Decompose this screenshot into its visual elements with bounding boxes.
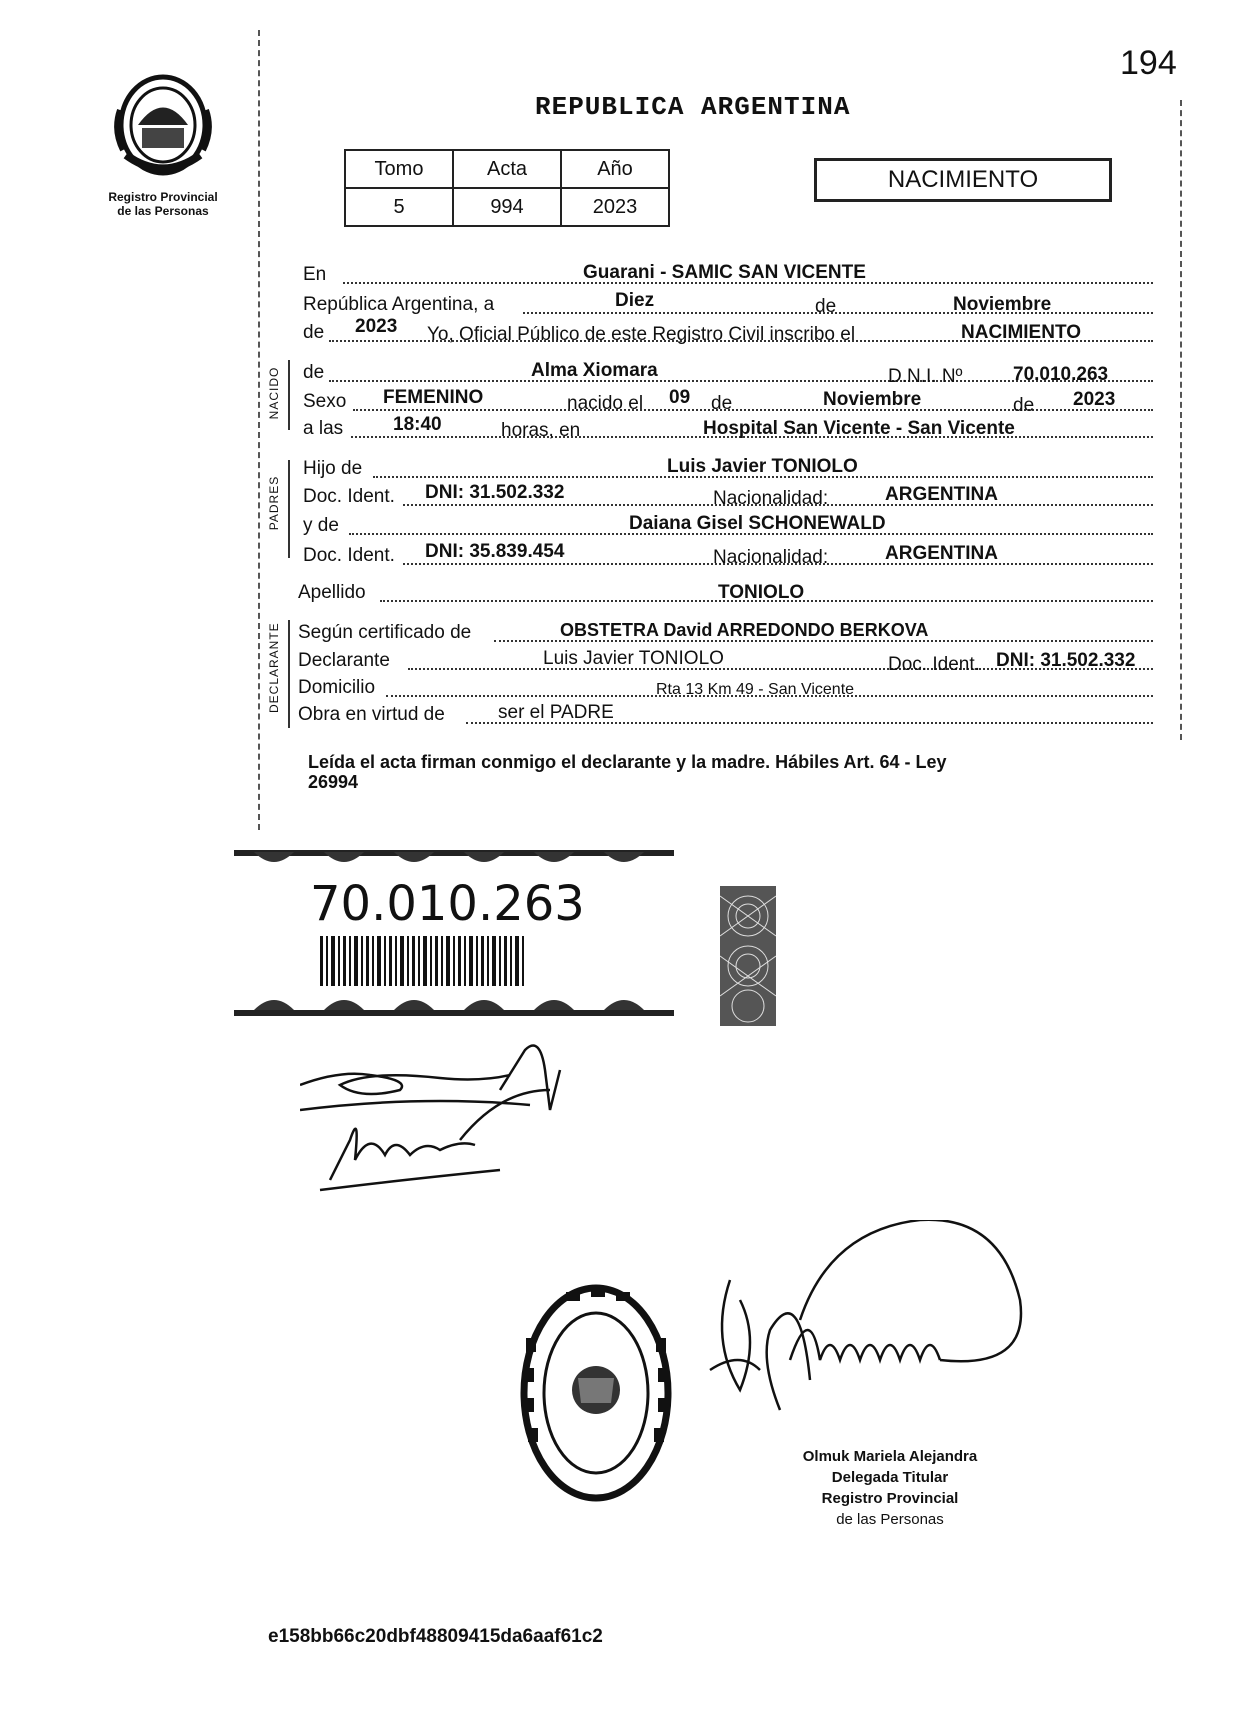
barcode-icon	[320, 936, 550, 986]
value-nombre: Alma Xiomara	[531, 360, 658, 381]
official-office: Registro Provincial	[821, 1490, 959, 1507]
label-y-de: y de	[303, 515, 339, 536]
page-number: 194	[1120, 44, 1177, 82]
value-declarante: Luis Javier TONIOLO	[543, 648, 724, 669]
official-block	[760, 1446, 1020, 1530]
value-padre-nac: ARGENTINA	[885, 484, 998, 505]
label-de2: de	[1013, 395, 1035, 416]
registry-table	[344, 149, 670, 227]
official-name: Olmuk Mariela Alejandra	[802, 1448, 978, 1465]
label-dni: D.N.I. Nº	[888, 366, 963, 387]
value-apellido: TONIOLO	[718, 582, 805, 603]
row-nombre	[303, 360, 1153, 387]
label-de1: de	[711, 393, 733, 414]
label-declarante: Declarante	[298, 650, 390, 671]
value-hora: 18:40	[393, 414, 442, 435]
row-fecha	[303, 290, 1153, 317]
label-domicilio: Domicilio	[298, 677, 376, 698]
logo-caption-line1: Registro Provincial	[108, 190, 218, 204]
value-dni: 70.010.263	[1013, 364, 1109, 385]
stamp-ring-text	[542, 1488, 650, 1489]
table-header-anio: Año	[561, 150, 669, 188]
table-value-anio: 2023	[561, 188, 669, 226]
label-doc-ident2: Doc. Ident.	[303, 545, 395, 566]
row-hora	[303, 414, 1153, 441]
closing-line1: Leída el acta firman conmigo el declarante y la madre. Hábiles Art. 64 - Ley	[308, 752, 947, 772]
sticker-border-top	[234, 846, 674, 876]
row-en	[303, 264, 1153, 286]
section-label-nacido: NACIDO	[267, 366, 281, 420]
value-nac-mes: Noviembre	[823, 389, 922, 410]
value-acto: NACIMIENTO	[961, 322, 1081, 343]
label-hijo-de: Hijo de	[303, 458, 363, 479]
label-nacionalidad1: Nacionalidad:	[713, 488, 829, 509]
value-madre-nac: ARGENTINA	[885, 543, 998, 564]
official-office2: de las Personas	[836, 1511, 944, 1528]
province-logo	[108, 70, 218, 180]
label-apellido: Apellido	[298, 582, 366, 603]
label-segun: Según certificado de	[298, 622, 472, 643]
label-obra: Obra en virtud de	[298, 704, 445, 725]
shield-icon	[108, 70, 218, 180]
official-stamp	[516, 1278, 676, 1508]
row-anio	[303, 316, 1153, 345]
value-nac-anio: 2023	[1073, 389, 1116, 410]
declarant-signature	[300, 1030, 600, 1230]
sticker-border-bottom	[234, 996, 674, 1026]
label-en: En	[303, 264, 327, 285]
label-doc-ident3: Doc. Ident.	[888, 654, 980, 675]
document-type: NACIMIENTO	[887, 166, 1039, 193]
value-nac-dia: 09	[669, 387, 691, 408]
value-dia: Diez	[615, 290, 655, 311]
table-header-tomo: Tomo	[345, 150, 453, 188]
row-domicilio	[298, 677, 1153, 699]
row-declarante	[298, 648, 1153, 675]
value-domicilio: Rta 13 Km 49 - San Vicente	[656, 681, 855, 698]
logo-caption-line2: de las Personas	[117, 204, 209, 218]
table-value-tomo: 5	[345, 188, 453, 226]
hologram-icon	[720, 886, 776, 1026]
label-horas-en: horas, en	[501, 420, 581, 441]
value-madre: Daiana Gisel SCHONEWALD	[629, 513, 886, 534]
row-certificado	[298, 622, 1153, 644]
row-obra	[298, 704, 1153, 726]
label-sexo: Sexo	[303, 391, 347, 412]
logo-caption	[88, 190, 238, 218]
stamp-seal-icon	[516, 1278, 676, 1508]
sticker-number: 70.010.263	[310, 876, 585, 932]
row-padre-doc	[303, 482, 1153, 509]
value-declarante-dni: DNI: 31.502.332	[996, 650, 1136, 671]
id-sticker	[234, 846, 674, 1016]
value-madre-dni: DNI: 35.839.454	[425, 541, 565, 562]
value-padre-dni: DNI: 31.502.332	[425, 482, 565, 503]
section-label-declarante: DECLARANTE	[267, 622, 281, 713]
official-signature	[700, 1220, 1030, 1420]
label-doc-ident1: Doc. Ident.	[303, 486, 395, 507]
value-obra: ser el PADRE	[498, 702, 614, 723]
label-de-mes: de	[815, 296, 837, 317]
document-hash: e158bb66c20dbf48809415da6aaf61c2	[268, 1626, 603, 1647]
closing-line2: 26994	[308, 772, 359, 792]
section-label-padres: PADRES	[267, 475, 281, 531]
label-nacido-el: nacido el	[567, 393, 644, 414]
row-madre-doc	[303, 541, 1153, 568]
label-inscribo: Yo, Oficial Público de este Registro Civil inscribo el	[427, 324, 856, 345]
document-type-box	[814, 158, 1112, 202]
label-de-nombre: de	[303, 362, 325, 383]
row-apellido	[298, 582, 1153, 604]
label-de-anio: de	[303, 322, 325, 343]
label-a-las: a las	[303, 418, 344, 439]
row-madre	[303, 515, 1153, 537]
row-padre	[303, 458, 1153, 480]
label-nacionalidad2: Nacionalidad:	[713, 547, 829, 568]
official-role: Delegada Titular	[831, 1469, 949, 1486]
label-republica: República Argentina, a	[303, 294, 495, 315]
value-mes: Noviembre	[953, 294, 1052, 315]
value-certificado: OBSTETRA David ARREDONDO BERKOVA	[560, 620, 929, 640]
value-sexo: FEMENINO	[383, 387, 484, 408]
value-padre: Luis Javier TONIOLO	[667, 456, 858, 477]
value-lugar-nac: Hospital San Vicente - San Vicente	[703, 418, 1015, 439]
value-lugar: Guarani - SAMIC SAN VICENTE	[583, 262, 866, 283]
table-header-acta: Acta	[453, 150, 561, 188]
document-title: REPUBLICA ARGENTINA	[535, 92, 851, 122]
row-sexo	[303, 387, 1153, 416]
value-anio: 2023	[355, 316, 398, 337]
closing-text	[308, 752, 1138, 792]
table-value-acta: 994	[453, 188, 561, 226]
